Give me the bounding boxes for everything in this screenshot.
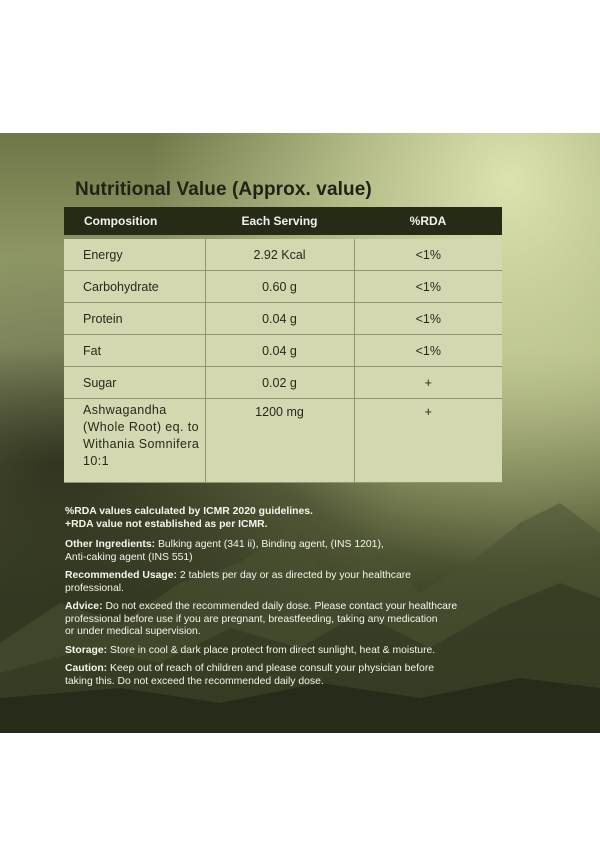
caution-text: Keep out of reach of children and please consult your physician before [110,663,435,674]
cell-rda: <1% [354,239,502,271]
nutrition-panel [0,133,600,733]
cell-serving: 0.04 g [205,335,354,367]
table-row [64,399,502,483]
rda-note: +RDA value not established as per ICMR. [65,518,268,530]
cell-composition: Protein [64,303,205,335]
composition-line: 10:1 [83,454,109,468]
cell-serving: 0.60 g [205,271,354,303]
caution [65,663,485,688]
recommended-usage [65,570,485,595]
cell-rda: <1% [354,271,502,303]
cell-composition [64,399,205,483]
table-row [64,303,502,335]
other-ingredients-text: Anti-caking agent (INS 551) [65,551,193,563]
cell-rda: <1% [354,303,502,335]
advice-text: professional before use if you are pregnant, breastfeeding, taking any medication [65,613,438,625]
caution-label: Caution: [65,663,108,674]
table-row [64,367,502,399]
cell-composition: Sugar [64,367,205,399]
composition-line: Ashwagandha [83,403,167,417]
storage [65,645,485,658]
other-ingredients-label: Other Ingredients: [65,539,156,550]
rda-note: %RDA values calculated by ICMR 2020 guidelines. [65,506,313,517]
composition-line: Withania Somnifera [83,437,200,451]
cell-composition: Energy [64,239,205,271]
nutrition-table [64,207,502,483]
advice-label: Advice: [65,601,103,612]
advice-text: Do not exceed the recommended daily dose. Please contact your healthcare [105,601,458,612]
cell-serving: 1200 mg [205,399,354,483]
cell-composition: Fat [64,335,205,367]
table-row [64,335,502,367]
recommended-usage-label: Recommended Usage: [65,570,178,581]
header-each-serving: Each Serving [205,207,354,235]
cell-composition: Carbohydrate [64,271,205,303]
composition-line: (Whole Root) eq. to [83,420,199,434]
advice-text: or under medical supervision. [65,626,201,637]
recommended-usage-text: 2 tablets per day or as directed by your healthcare [179,570,411,581]
table-row [64,239,502,271]
other-ingredients-text: Bulking agent (341 ii), Binding agent, (INS 1201), [157,539,384,550]
cell-serving: 0.02 g [205,367,354,399]
page-title: Nutritional Value (Approx. value) [75,179,372,200]
table-header-row [64,207,502,235]
header-composition: Composition [64,207,205,235]
notes-section [65,506,485,694]
advice [65,601,485,639]
cell-rda: <1% [354,335,502,367]
table-row [64,271,502,303]
cell-rda: + [354,399,502,483]
cell-rda: + [354,367,502,399]
storage-label: Storage: [65,644,108,656]
recommended-usage-text: professional. [65,582,124,594]
cell-serving: 0.04 g [205,303,354,335]
other-ingredients [65,539,485,564]
caution-text: taking this. Do not exceed the recommended daily dose. [65,675,324,687]
cell-serving: 2.92 Kcal [205,239,354,271]
storage-text: Store in cool & dark place protect from direct sunlight, heat & moisture. [110,644,436,656]
header-rda: %RDA [354,207,502,235]
